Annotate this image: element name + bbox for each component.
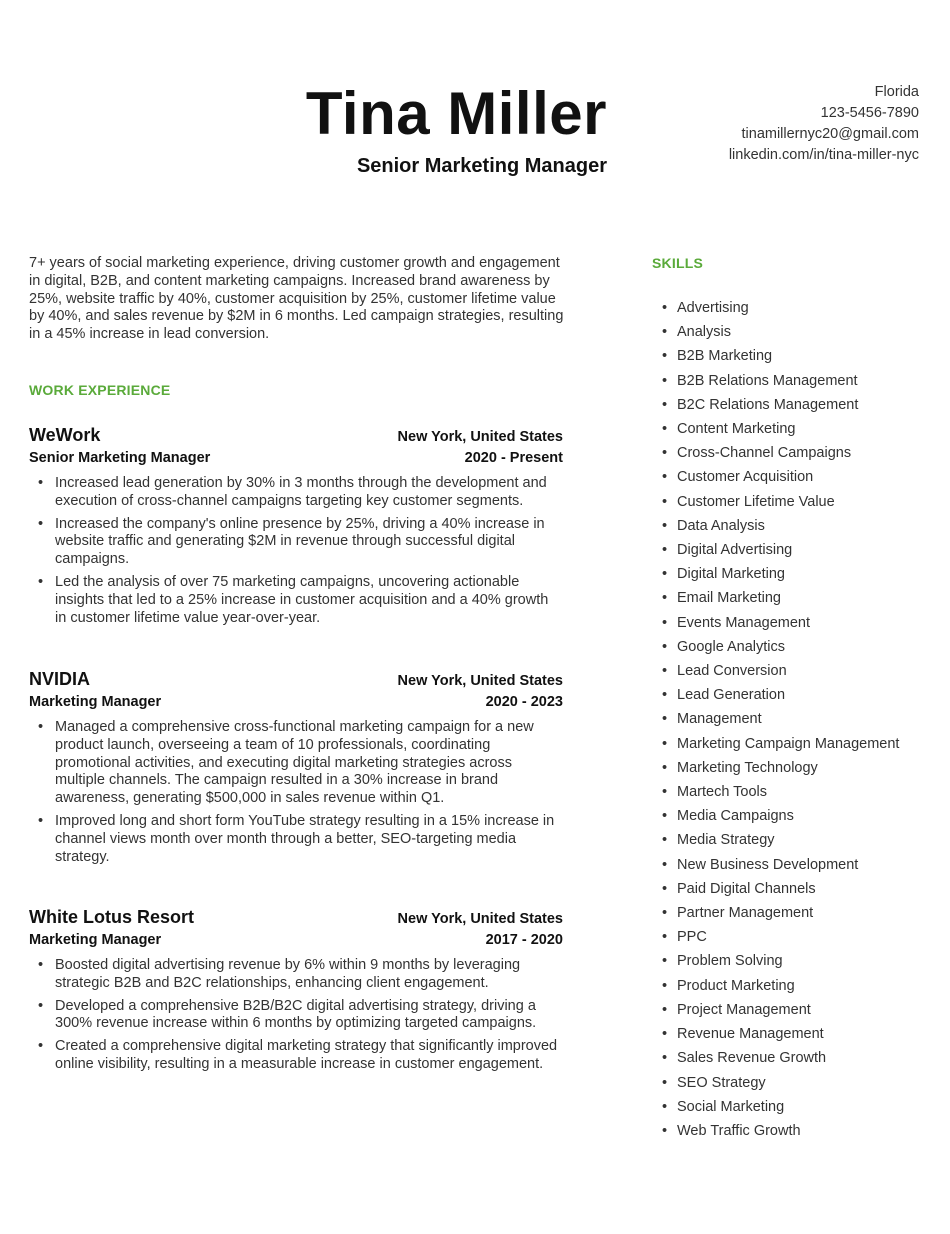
job-role: Marketing Manager bbox=[29, 694, 162, 710]
skill-item: • Management bbox=[660, 707, 899, 731]
contact-linkedin: linkedin.com/in/tina-miller-nyc bbox=[728, 147, 919, 163]
skill-item: • Problem Solving bbox=[660, 949, 899, 973]
job-bullet: • Improved long and short form YouTube strategy resulting in a 15% increase in channel views month over month through a better, SEO-targeting media strategy. bbox=[29, 813, 563, 866]
job-location: New York, United States bbox=[397, 911, 563, 927]
job-role: Senior Marketing Manager bbox=[29, 450, 211, 466]
company-name: NVIDIA bbox=[29, 669, 91, 689]
skill-item: • Revenue Management bbox=[660, 1022, 899, 1046]
skill-item: • Email Marketing bbox=[660, 586, 899, 610]
job-entry bbox=[29, 423, 563, 632]
job-role-row bbox=[29, 691, 563, 713]
skill-item: • Cross-Channel Campaigns bbox=[660, 441, 899, 465]
contact-email: tinamillernyc20@gmail.com bbox=[741, 126, 919, 142]
job-bullets bbox=[29, 957, 563, 1074]
skill-item: • Martech Tools bbox=[660, 780, 899, 804]
skill-item: • Content Marketing bbox=[660, 417, 899, 441]
job-location: New York, United States bbox=[397, 429, 563, 445]
job-bullet: • Increased the company's online presence by 25%, driving a 40% increase in website traffic and generating $2M in revenue through successful digital campaigns. bbox=[29, 516, 563, 569]
skill-item: • Partner Management bbox=[660, 901, 899, 925]
skill-item: • Web Traffic Growth bbox=[660, 1119, 899, 1143]
job-bullets bbox=[29, 475, 563, 627]
job-entry bbox=[29, 905, 563, 1079]
job-bullet: • Boosted digital advertising revenue by 6% within 9 months by leveraging strategic B2B and B2C relationships, enhancing client engagement. bbox=[29, 957, 563, 993]
skill-item: • Lead Generation bbox=[660, 683, 899, 707]
job-bullet: • Led the analysis of over 75 marketing campaigns, uncovering actionable insights that led to a 25% increase in customer acquisition and a 40% growth in customer lifetime value year-over-year. bbox=[29, 574, 563, 627]
skills-heading: SKILLS bbox=[652, 255, 703, 271]
skill-item: • Media Strategy bbox=[660, 828, 899, 852]
job-dates: 2020 - 2023 bbox=[485, 694, 563, 710]
job-header-row bbox=[29, 905, 563, 929]
skill-item: • Digital Marketing bbox=[660, 562, 899, 586]
job-bullet: • Created a comprehensive digital marketing strategy that significantly improved online visibility, resulting in a measurable increase in customer engagement. bbox=[29, 1038, 563, 1074]
skill-item: • Media Campaigns bbox=[660, 804, 899, 828]
job-bullet: • Developed a comprehensive B2B/B2C digital advertising strategy, driving a 300% revenue increase within 6 months by optimizing targeted campaigns. bbox=[29, 998, 563, 1034]
skill-item: • PPC bbox=[660, 925, 899, 949]
skill-item: • Lead Conversion bbox=[660, 659, 899, 683]
job-role: Marketing Manager bbox=[29, 932, 162, 948]
skill-item: • Advertising bbox=[660, 296, 899, 320]
job-header-row bbox=[29, 423, 563, 447]
skill-item: • Social Marketing bbox=[660, 1095, 899, 1119]
candidate-title: Senior Marketing Manager bbox=[356, 155, 607, 177]
skill-item: • Marketing Campaign Management bbox=[660, 732, 899, 756]
skill-item: • B2C Relations Management bbox=[660, 393, 899, 417]
job-role-row bbox=[29, 447, 563, 469]
company-name: WeWork bbox=[29, 425, 101, 445]
skills-list bbox=[660, 296, 899, 1143]
skill-item: • Marketing Technology bbox=[660, 756, 899, 780]
professional-summary: 7+ years of social marketing experience, driving customer growth and engagement in digital, B2B, and content marketing campaigns. Increased brand awareness by 25%, website traffic by 40%, customer acquisition by 25%, customer lifetime value by 40%, and sales revenue by $2M in 6 months. Led campaign strategies, resulting in a 45% increase in lead conversion. bbox=[29, 255, 564, 343]
contact-phone: 123-5456-7890 bbox=[820, 105, 919, 121]
job-header-row bbox=[29, 667, 563, 691]
job-bullet: • Managed a comprehensive cross-functional marketing campaign for a new product launch, overseeing a team of 10 professionals, coordinating promotional activities, and executing digital marketing strategies across multiple channels. The campaign resulted in a 30% increase in brand awareness, generating $500,000 in sales revenue within Q1. bbox=[29, 719, 563, 808]
job-entry bbox=[29, 667, 563, 871]
skill-item: • Paid Digital Channels bbox=[660, 877, 899, 901]
skill-item: • Digital Advertising bbox=[660, 538, 899, 562]
skill-item: • New Business Development bbox=[660, 853, 899, 877]
job-dates: 2020 - Present bbox=[464, 450, 563, 466]
work-experience-heading: WORK EXPERIENCE bbox=[29, 382, 171, 398]
skill-item: • SEO Strategy bbox=[660, 1071, 899, 1095]
skill-item: • Analysis bbox=[660, 320, 899, 344]
skill-item: • Google Analytics bbox=[660, 635, 899, 659]
skill-item: • Customer Acquisition bbox=[660, 465, 899, 489]
contact-location: Florida bbox=[874, 84, 919, 100]
skill-item: • Sales Revenue Growth bbox=[660, 1046, 899, 1070]
job-bullet: • Increased lead generation by 30% in 3 months through the development and execution of cross-channel campaigns targeting key customer segments. bbox=[29, 475, 563, 511]
skill-item: • Events Management bbox=[660, 611, 899, 635]
job-dates: 2017 - 2020 bbox=[485, 932, 563, 948]
skill-item: • Data Analysis bbox=[660, 514, 899, 538]
job-location: New York, United States bbox=[397, 673, 563, 689]
skill-item: • Project Management bbox=[660, 998, 899, 1022]
skill-item: • Customer Lifetime Value bbox=[660, 490, 899, 514]
skill-item: • B2B Relations Management bbox=[660, 369, 899, 393]
job-bullets bbox=[29, 719, 563, 866]
company-name: White Lotus Resort bbox=[29, 907, 194, 927]
skill-item: • B2B Marketing bbox=[660, 344, 899, 368]
job-role-row bbox=[29, 929, 563, 951]
candidate-name: Tina Miller bbox=[305, 80, 607, 147]
skill-item: • Product Marketing bbox=[660, 974, 899, 998]
contact-block bbox=[729, 82, 919, 166]
